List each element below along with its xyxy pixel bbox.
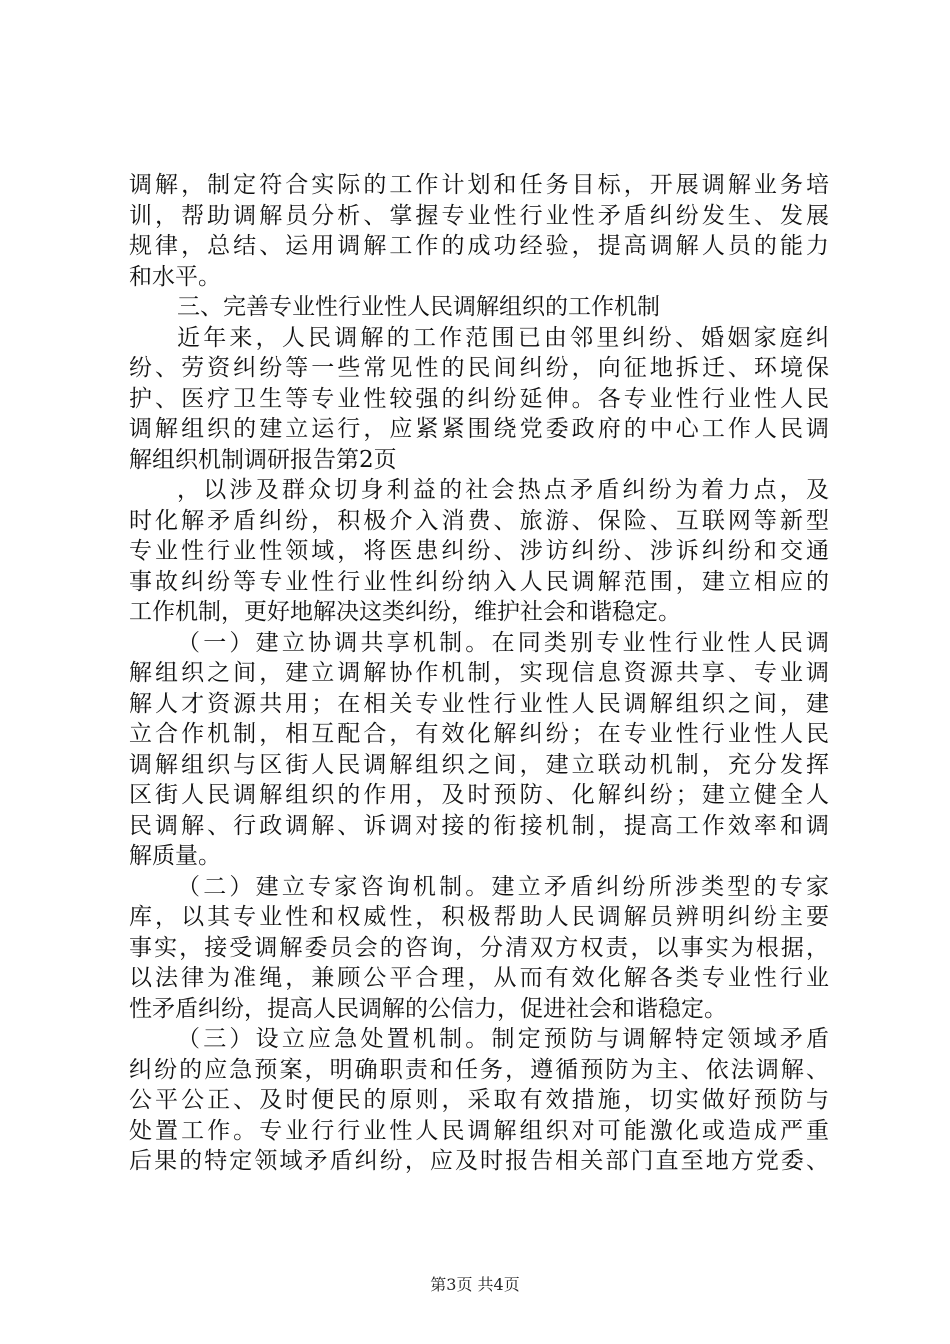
text-line: 解组织机制调研报告第2页	[129, 446, 397, 473]
text-line: 调解组织的建立运行，应紧紧围绕党委政府的中心工作人民调	[129, 416, 829, 442]
text-line: ，以涉及群众切身利益的社会热点矛盾纠纷为着力点，及	[177, 477, 829, 503]
text-line: 专业性行业性领域，将医患纠纷、涉访纠纷、涉诉纠纷和交通	[129, 538, 829, 564]
document-body	[129, 170, 829, 1177]
text-line: 后果的特定领域矛盾纠纷，应及时报告相关部门直至地方党委、	[129, 1148, 829, 1174]
text-line: 解人才资源共用；在相关专业性行业性人民调解组织之间，建	[129, 690, 829, 717]
text-line: 时化解矛盾纠纷，积极介入消费、旅游、保险、互联网等新型	[129, 507, 829, 534]
text-line: 调解，制定符合实际的工作计划和任务目标，开展调解业务培	[129, 172, 829, 198]
text-line: 事实，接受调解委员会的咨询，分清双方权责，以事实为根据，	[129, 934, 829, 961]
text-line: 以法律为准绳，兼顾公平合理，从而有效化解各类专业性行业	[129, 965, 829, 991]
text-line: 事故纠纷等专业性行业性纠纷纳入人民调解范围，建立相应的	[129, 568, 829, 595]
page-footer: 第3页 共4页	[430, 1275, 520, 1294]
text-line: 和水平。	[129, 263, 221, 290]
text-line: 民调解、行政调解、诉调对接的衔接机制，提高工作效率和调	[129, 812, 829, 839]
text-line: 公平公正、及时便民的原则，采取有效措施，切实做好预防与	[129, 1087, 829, 1113]
text-line: 解组织之间，建立调解协作机制，实现信息资源共享、专业调	[129, 660, 829, 686]
text-line: 训，帮助调解员分析、掌握专业性行业性矛盾纠纷发生、发展	[129, 202, 829, 229]
text-line: 库，以其专业性和权威性，积极帮助人民调解员辨明纠纷主要	[129, 904, 829, 930]
text-line: 性矛盾纠纷，提高人民调解的公信力，促进社会和谐稳定。	[129, 995, 727, 1022]
text-line: （二）建立专家咨询机制。建立矛盾纠纷所涉类型的专家	[177, 873, 829, 900]
text-line: 规律，总结、运用调解工作的成功经验，提高调解人员的能力	[129, 233, 829, 259]
text-line: 处置工作。专业行行业性人民调解组织对可能激化或造成严重	[129, 1117, 829, 1144]
text-line: 立合作机制，相互配合，有效化解纠纷；在专业性行业性人民	[129, 721, 829, 747]
text-line: （三）设立应急处置机制。制定预防与调解特定领域矛盾	[177, 1026, 829, 1052]
text-line: 工作机制，更好地解决这类纠纷，维护社会和谐稳定。	[129, 599, 681, 625]
text-line: 调解组织与区街人民调解组织之间，建立联动机制，充分发挥	[129, 751, 829, 778]
text-line: 解质量。	[129, 843, 221, 869]
text-line: 纷、劳资纠纷等一些常见性的民间纠纷，向征地拆迁、环境保	[129, 355, 829, 381]
text-line: 区街人民调解组织的作用，及时预防、化解纠纷；建立健全人	[129, 782, 829, 808]
text-line: 纠纷的应急预案，明确职责和任务，遵循预防为主、依法调解、	[129, 1056, 829, 1083]
text-line: （一）建立协调共享机制。在同类别专业性行业性人民调	[177, 629, 829, 656]
text-line: 近年来，人民调解的工作范围已由邻里纠纷、婚姻家庭纠	[177, 324, 829, 351]
text-line: 护、医疗卫生等专业性较强的纠纷延伸。各专业性行业性人民	[129, 385, 829, 412]
text-line: 三、完善专业性行业性人民调解组织的工作机制	[177, 294, 660, 320]
